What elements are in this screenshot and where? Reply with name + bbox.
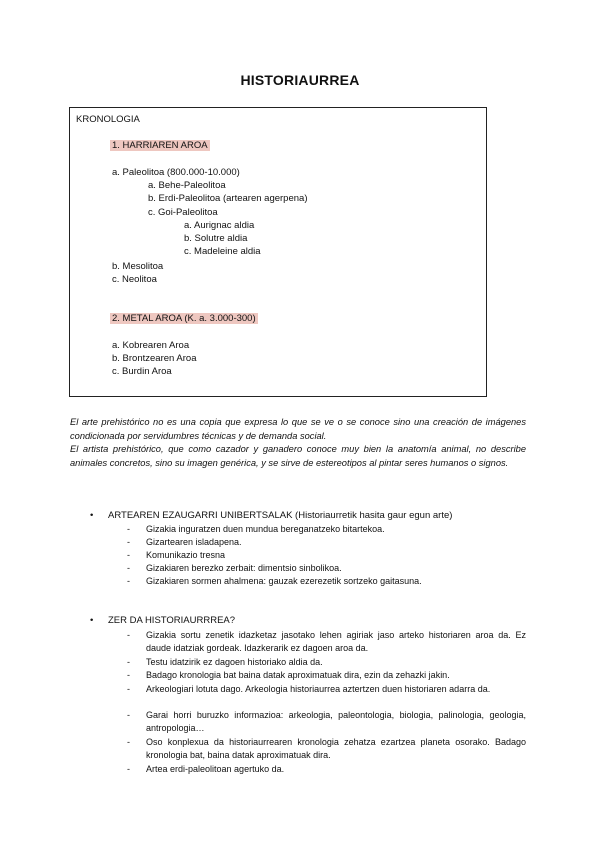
dash-icon: -	[127, 550, 130, 560]
section2-item: Oso konplexua da historiaurrearen kronologia zehatza ezartzea planeta osorako. Badago kronologia bat, baina datak aproximatuak dira.	[146, 737, 526, 760]
stone-age-label: 1. HARRIAREN AROA	[112, 140, 208, 151]
stone-age-heading	[110, 140, 210, 152]
dash-icon: -	[127, 764, 130, 774]
neolithic-item: c. Neolitoa	[112, 274, 157, 285]
copper-age-item: a. Kobrearen Aroa	[112, 340, 190, 351]
dash-icon: -	[127, 737, 130, 747]
chronology-box	[69, 107, 487, 397]
chronology-heading: KRONOLOGIA	[76, 114, 140, 125]
dash-icon: -	[127, 537, 130, 547]
paleolithic-item: a. Paleolitoa (800.000-10.000)	[112, 167, 240, 178]
bullet-icon: •	[90, 615, 94, 626]
section1-item: Gizartearen isladapena.	[146, 537, 242, 547]
dash-icon: -	[127, 630, 130, 640]
section1-item: Gizakiaren sormen ahalmena: gauzak ezerezetik sortzeko gaitasuna.	[146, 576, 422, 586]
dash-icon: -	[127, 657, 130, 667]
section1-item: Komunikazio tresna	[146, 550, 226, 560]
section1-item: Gizakia inguratzen duen mundua bereganatzeko bitartekoa.	[146, 524, 385, 534]
metal-age-heading	[110, 313, 258, 325]
dash-icon: -	[127, 524, 130, 534]
section1-item: Gizakiaren berezko zerbait: dimentsio sinbolikoa.	[146, 563, 342, 573]
page-title: HISTORIAURREA	[240, 72, 360, 88]
quote-paragraph-1: El arte prehistórico no es una copia que expresa lo que se ve o se conoce sino una creación de imágenes condicionada por servidumbres técnicas y de demanda social.	[70, 417, 526, 441]
bullet-icon: •	[90, 510, 94, 521]
quote-paragraph-2: El artista prehistórico, que como cazador y ganadero conoce muy bien la anatomía animal, no describe animales concretos, sino su imagen genérica, y se sirve de estereotipos al pintar seres humanos o signos.	[70, 444, 526, 468]
section1-heading: ARTEAREN EZAUGARRI UNIBERTSALAK (Historiaurretik hasita gaur egun arte)	[108, 510, 453, 521]
bronze-age-item: b. Brontzearen Aroa	[112, 353, 197, 364]
aurignacian-item: a. Aurignac aldia	[184, 220, 255, 231]
dash-icon: -	[127, 576, 130, 586]
section2-item: Testu idatzirik ez dagoen historiako aldia da.	[146, 657, 323, 667]
lower-paleolithic-item: a. Behe-Paleolitoa	[148, 180, 226, 191]
middle-paleolithic-item: b. Erdi-Paleolitoa (artearen agerpena)	[148, 193, 308, 204]
section2-item: Gizakia sortu zenetik idazketaz jasotako lehen agiriak jaso arteko historiaren aroa da. Ez daude idatziak gordeak. Idazkerarik ez dagoen aroa da.	[146, 630, 526, 653]
dash-icon: -	[127, 670, 130, 680]
magdalenian-item: c. Madeleine aldia	[184, 246, 261, 257]
section2-item: Garai horri buruzko informazioa: arkeologia, paleontologia, biologia, palinologia, geologia, antropologia…	[146, 710, 526, 733]
dash-icon: -	[127, 710, 130, 720]
dash-icon: -	[127, 684, 130, 694]
section2-item: Arkeologiari lotuta dago. Arkeologia historiaurrea aztertzen duen historiaren adarra da.	[146, 684, 491, 694]
upper-paleolithic-item: c. Goi-Paleolitoa	[148, 207, 218, 218]
dash-icon: -	[127, 563, 130, 573]
metal-age-label: 2. METAL AROA (K. a. 3.000-300)	[112, 313, 256, 324]
mesolithic-item: b. Mesolitoa	[112, 261, 164, 272]
section2-item: Artea erdi-paleolitoan agertuko da.	[146, 764, 285, 774]
section2-item: Badago kronologia bat baina datak aproximatuak dira, ezin da zehazki jakin.	[146, 670, 450, 680]
section2-heading: ZER DA HISTORIAURRREA?	[108, 615, 236, 626]
iron-age-item: c. Burdin Aroa	[112, 366, 172, 377]
solutrean-item: b. Solutre aldia	[184, 233, 248, 244]
